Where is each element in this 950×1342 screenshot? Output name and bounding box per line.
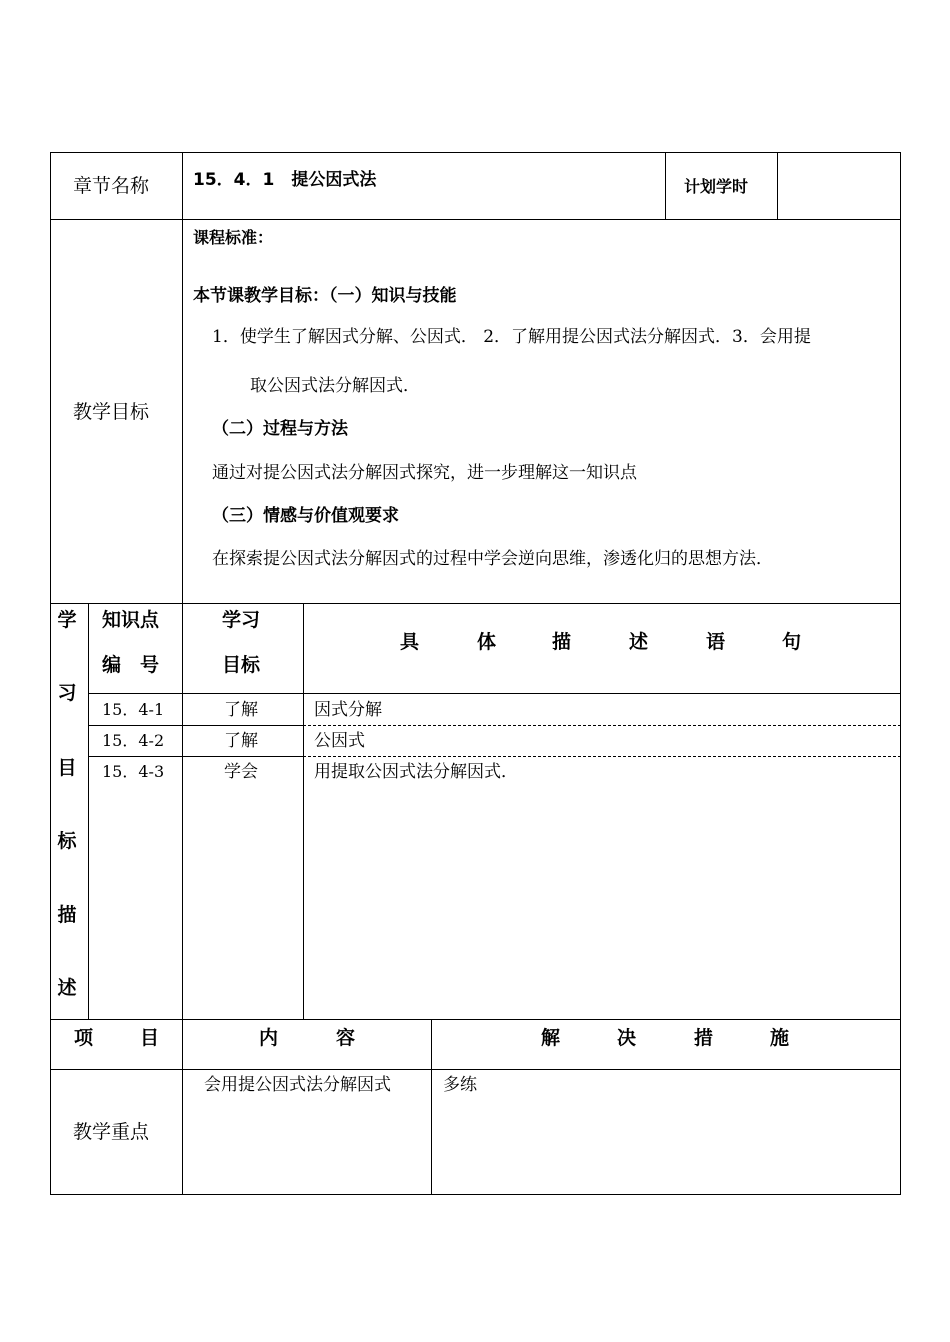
measure-header-char: 决 bbox=[617, 1027, 637, 1049]
table-bottom-border bbox=[50, 1194, 901, 1195]
knowledge-skills-line-2: 取公因式法分解因式． bbox=[250, 376, 420, 396]
col-divider bbox=[182, 152, 183, 604]
side-label-char: 习 bbox=[57, 682, 77, 704]
content-header-char: 内 bbox=[259, 1027, 279, 1049]
chapter-name-label: 章节名称 bbox=[73, 175, 150, 197]
row-divider bbox=[50, 603, 901, 604]
planned-hours-label: 计划学时 bbox=[684, 177, 749, 196]
col-divider bbox=[777, 152, 778, 220]
description-header-char: 体 bbox=[477, 631, 497, 653]
col-divider bbox=[88, 603, 89, 1020]
col-divider bbox=[431, 1019, 432, 1195]
table-top-border bbox=[50, 152, 901, 153]
row-divider bbox=[50, 1019, 901, 1020]
process-method-heading: （二）过程与方法 bbox=[212, 419, 348, 439]
chapter-name-value: 15．4．1 提公因式法 bbox=[193, 170, 377, 190]
col-divider bbox=[665, 152, 666, 220]
knowledge-point-header: 知识点 bbox=[102, 609, 160, 631]
measure-header-char: 措 bbox=[694, 1027, 714, 1049]
measure-header-char: 解 bbox=[541, 1027, 561, 1049]
table-row-goal: 学会 bbox=[224, 762, 258, 782]
table-row-desc: 用提取公因式法分解因式． bbox=[314, 762, 518, 782]
table-row-code: 15．4-2 bbox=[102, 731, 165, 750]
table-row-code: 15．4-3 bbox=[102, 762, 165, 781]
table-row-goal: 了解 bbox=[224, 731, 258, 751]
description-header-char: 描 bbox=[552, 631, 572, 653]
process-method-text: 通过对提公因式法分解因式探究，进一步理解这一知识点 bbox=[212, 463, 637, 483]
lesson-goal-heading: 本节课教学目标：（一）知识与技能 bbox=[193, 286, 457, 306]
table-row-desc: 因式分解 bbox=[314, 700, 382, 720]
row-divider bbox=[88, 756, 303, 757]
table-row-code: 15．4-1 bbox=[102, 700, 165, 719]
course-standard-label: 课程标准： bbox=[193, 228, 274, 247]
emotion-values-heading: （三）情感与价值观要求 bbox=[212, 506, 399, 526]
row-divider bbox=[50, 219, 901, 220]
side-label-char: 述 bbox=[57, 977, 77, 999]
dashed-divider bbox=[303, 725, 901, 726]
knowledge-skills-line-1: 1．使学生了解因式分解、公因式． 2．了解用提公因式法分解因式．3．会用提 bbox=[212, 327, 811, 347]
side-label-char: 描 bbox=[57, 904, 77, 926]
side-label-char: 目 bbox=[57, 757, 77, 779]
description-header-char: 具 bbox=[400, 631, 420, 653]
table-row-goal: 了解 bbox=[224, 700, 258, 720]
item-header-char: 目 bbox=[140, 1027, 160, 1049]
row-divider bbox=[50, 1069, 901, 1070]
measure-header-char: 施 bbox=[770, 1027, 790, 1049]
row-divider bbox=[88, 693, 901, 694]
teaching-objectives-label: 教学目标 bbox=[73, 401, 150, 423]
teaching-focus-label: 教学重点 bbox=[73, 1121, 150, 1143]
col-divider bbox=[303, 603, 304, 1020]
emotion-values-text: 在探索提公因式法分解因式的过程中学会逆向思维，渗透化归的思想方法． bbox=[212, 549, 773, 569]
col-divider bbox=[182, 1019, 183, 1195]
item-header-char: 项 bbox=[74, 1027, 94, 1049]
row-divider bbox=[88, 725, 303, 726]
description-header-char: 句 bbox=[782, 631, 802, 653]
content-header-char: 容 bbox=[336, 1027, 356, 1049]
teaching-focus-measure: 多练 bbox=[443, 1075, 477, 1095]
table-row-desc: 公因式 bbox=[314, 731, 365, 751]
description-header-char: 述 bbox=[629, 631, 649, 653]
description-header-char: 语 bbox=[706, 631, 726, 653]
table-left-border bbox=[50, 152, 51, 1195]
col-divider bbox=[182, 603, 183, 1020]
knowledge-number-header: 编 号 bbox=[102, 654, 160, 676]
learning-goal-header: 学习 bbox=[222, 609, 261, 631]
table-right-border bbox=[900, 152, 901, 1195]
dashed-divider bbox=[303, 756, 901, 757]
side-label-char: 学 bbox=[57, 609, 77, 631]
teaching-focus-content: 会用提公因式法分解因式 bbox=[204, 1075, 391, 1095]
learning-goal-header-line-2: 目标 bbox=[222, 654, 261, 676]
side-label-char: 标 bbox=[57, 830, 77, 852]
